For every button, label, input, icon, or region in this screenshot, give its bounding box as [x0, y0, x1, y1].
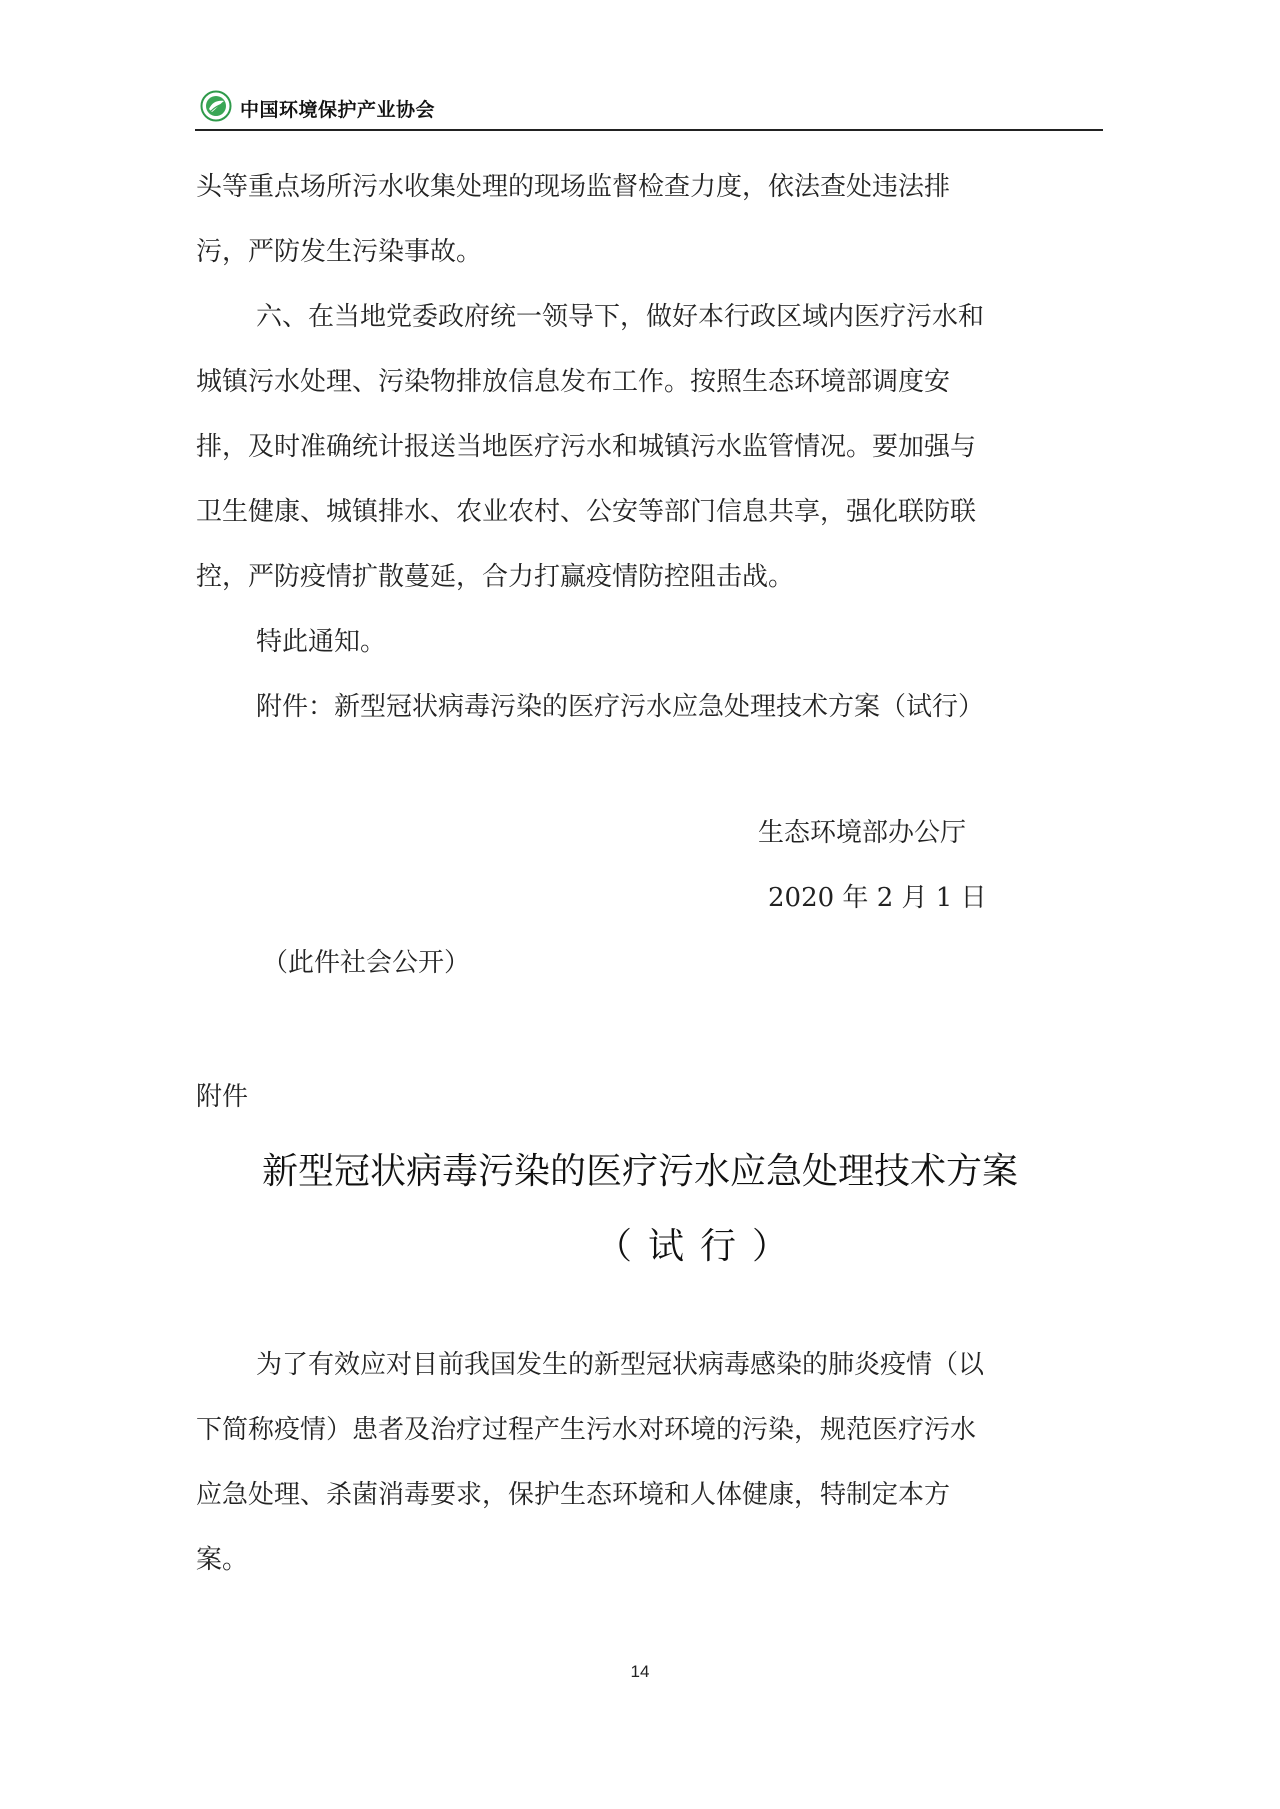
attachment-subtitle: （试行）	[595, 1226, 804, 1267]
header-divider	[195, 129, 1103, 131]
intro-line: 下简称疫情）患者及治疗过程产生污水对环境的污染，规范医疗污水	[196, 1415, 977, 1445]
paragraph-line: 头等重点场所污水收集处理的现场监督检查力度，依法查处违法排	[196, 172, 951, 202]
page-number: 14	[630, 1662, 650, 1681]
paragraph-line: 六、在当地党委政府统一领导下，做好本行政区域内医疗污水和	[256, 302, 985, 332]
intro-line: 案。	[196, 1545, 249, 1575]
paragraph-line: 污，严防发生污染事故。	[196, 237, 483, 267]
attachment-reference: 附件：新型冠状病毒污染的医疗污水应急处理技术方案（试行）	[256, 692, 985, 722]
association-logo-icon	[200, 90, 232, 122]
organization-name: 中国环境保护产业协会	[240, 99, 436, 121]
issuing-office: 生态环境部办公厅	[758, 818, 967, 848]
paragraph-line: 卫生健康、城镇排水、农业农村、公安等部门信息共享，强化联防联	[196, 497, 977, 527]
attachment-label: 附件	[196, 1082, 249, 1112]
page-header	[200, 90, 1100, 130]
intro-line: 应急处理、杀菌消毒要求，保护生态环境和人体健康，特制定本方	[196, 1480, 951, 1510]
issue-date: 2020 年 2 月 1 日	[768, 883, 987, 913]
intro-line: 为了有效应对目前我国发生的新型冠状病毒感染的肺炎疫情（以	[256, 1350, 985, 1380]
paragraph-line: 城镇污水处理、污染物排放信息发布工作。按照生态环境部调度安	[196, 367, 951, 397]
disclosure-note: （此件社会公开）	[262, 948, 471, 978]
attachment-title: 新型冠状病毒污染的医疗污水应急处理技术方案	[261, 1151, 1018, 1192]
paragraph-line: 控，严防疫情扩散蔓延，合力打赢疫情防控阻击战。	[196, 562, 795, 592]
paragraph-line: 排，及时准确统计报送当地医疗污水和城镇污水监管情况。要加强与	[196, 432, 977, 462]
closing-remark: 特此通知。	[256, 627, 387, 657]
